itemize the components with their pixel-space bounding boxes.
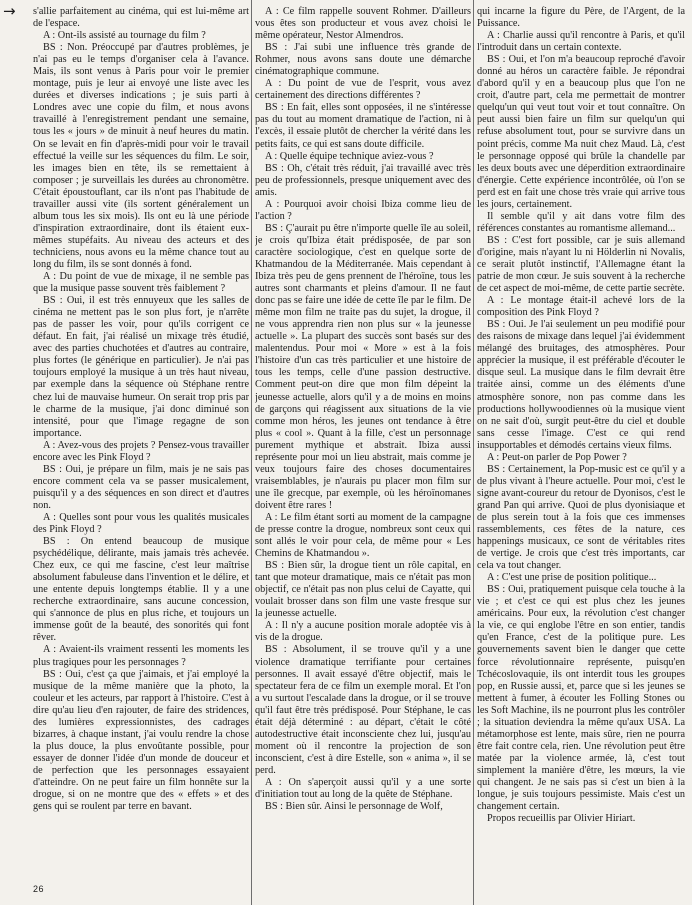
answer-paragraph: BS : Absolument, il se trouve qu'il y a une violence dramatique terrifiante pour certaines personnes. Il avait essayé d'être objectif, mais le spectateur fera de ce film un exemple moral. Et l'on a vu surtout l'escalade dans la drogue, or il se trouve qu'il faut être très prédisposé. Pour Stéphane, le cas était déjà déterminé : au départ, c'était le côté autodestructive était inconsciente chez lui, jusqu'au moment où il rencontre la projection de son inconscient, c'est à dire Estelle, son « anima », il se perd. bbox=[255, 644, 471, 776]
question-paragraph: A : Le film étant sorti au moment de la campagne de presse contre la drogue, nombreux sont ceux qui sont allés le voir pour cela, de même pour « Les Chemins de Khatmandou ». bbox=[255, 511, 471, 560]
paragraph: s'allie parfaitement au cinéma, qui est lui-même art de l'espace. bbox=[33, 6, 249, 30]
question-paragraph: A : C'est une prise de position politique... bbox=[487, 572, 657, 584]
question-paragraph: A : Avez-vous des projets ? Pensez-vous travailler encore avec les Pink Floyd ? bbox=[33, 439, 249, 463]
byline: Propos recueillis par Olivier Hiriart. bbox=[487, 813, 636, 825]
text-column-1 bbox=[33, 6, 249, 878]
paragraph: qui incarne la figure du Père, de l'Argent, de la Puissance. bbox=[477, 6, 685, 30]
question-paragraph: A : Ce film rappelle souvent Rohmer. D'ailleurs vous êtes son producteur et vous avez choisi le même opérateur, Nestor Almendros. bbox=[255, 6, 471, 42]
answer-paragraph: BS : Oh, c'était très réduit, j'ai travaillé avec très peu de professionnels, presque uniquement avec des amis. bbox=[255, 162, 471, 198]
answer-paragraph: BS : Non. Préoccupé par d'autres problèmes, je n'ai pas eu le temps d'organiser cela à l'avance. Mais, ils sont venus à Paris pour voir le premier montage, puis je leur ai envoyé une liste avec les durées et diverses indications ; je suis parti à Londres avec une copie du film, et nous avons travaillé à l'enregistrement pendant une semaine, tous les « jours » de minuit à neuf heures du matin. On se levait en fin d'après-midi pour voir le travail effectué la veille sur les séquences du film. Le soir, les images bien en tête, ils se remettaient à composer ; je surveillais les durées au chronomètre. C'était époustouflant, car ils n'ont pas l'habitude de travailler aussi vite (ils sortent généralement un album tous les six mois). Ils ont eu là une période d'inspiration extraordinaire, dont ils étaient eux-mêmes stupéfaits. Au niveau des acteurs et des techniciens, nous avons eu la même chance tout au long du film, ils se sont donnés à fond. bbox=[33, 42, 249, 270]
answer-paragraph: BS : Oui, c'est ça que j'aimais, et j'ai employé la musique de la même manière que la photo, la couleur et les acteurs, par rapport à l'histoire. C'est à dire qu'au lieu d'en rajouter, de faire des stridences, des lumières expressionnistes, des cadrages bizarres, à chaque instant, j'ai voulu rendre la chose la plus douce, la plus envoûtante possible, pour essayer de donner l'idée d'un monde de douceur et de perfection que les personnages essayaient d'atteindre. On ne peut faire un film honnête sur la drogue, si on ne montre que des « effets » et des gens qui se roulent par terre en bavant. bbox=[33, 668, 249, 813]
answer-paragraph: BS : Oui. Je l'ai seulement un peu modifié pour des raisons de mixage dans lequel j'ai évidemment mélangé des bruitages, des atmosphères. Pour apprécier la musique, il est préférable d'écouter le disque seul. La musique dans le film devrait être traitée ainsi, comme un des éléments d'une atmosphère sonore, non pas comme dans les productions hollywoodiennes où la musique vient on ne sait d'où, surgit peut-être du ciel et double sans cesse l'image. C'est ce qui rend insupportables et démodés certains vieux films. bbox=[477, 319, 685, 451]
answer-paragraph: BS : Bien sûr, la drogue tient un rôle capital, en tant que moteur dramatique, mais ce n'était pas mon objectif, ce n'était pas non plus celui de Cayatte, qui voulait brosser dans son film une vaste fresque sur la jeunesse actuelle. bbox=[255, 560, 471, 620]
text-column-2 bbox=[255, 6, 471, 878]
question-paragraph: A : Du point de vue de l'esprit, vous avez certainement des directions différentes ? bbox=[255, 78, 471, 102]
answer-paragraph: BS : Oui, je prépare un film, mais je ne sais pas encore comment cela va se passer musicalement, puisqu'il y a des séquences en son direct et d'autres non. bbox=[33, 463, 249, 511]
answer-paragraph: BS : Oui, et l'on m'a beaucoup reproché d'avoir donné au héros un caractère faible. Je répondrai d'abord qu'il y en a beaucoup plus que l'on ne croit, d'autre part, cela me permettait de montrer quelqu'un qui veut tout voir et tout connaître. On peut aussi bien faire un film sur quelqu'un qui refuse absolument tout, pour se survivre dans un point précis, comme Ma nuit chez Maud. Là, c'est le personnage opposé qui brûle la chandelle par les deux bouts avec une déperdition extraordinaire d'énergie. Cette expérience incontrôlée, où l'on se perd est en fait une chose très vraie qui arrive tous les jours, certainement. bbox=[477, 54, 685, 210]
answer-paragraph: BS : Certainement, la Pop-music est ce qu'il y a de plus vivant à l'heure actuelle. Pour moi, c'est le signe avant-coureur du retour de Dyonisos, c'est le grand Pan qui arrive. Quoi de plus dyonisiaque et de plus serein tout à la fois que ces immenses rassemblements, ces fêtes de la nature, ces happenings musicaux, ce sont de véritables rites de vertige. Je crois que c'est très importants, car cela va tout changer. bbox=[477, 463, 685, 572]
question-paragraph: A : Du point de vue de mixage, il ne semble pas que la musique passe souvent très faiblement ? bbox=[33, 271, 249, 295]
answer-paragraph: BS : J'ai subi une influence très grande de Rohmer, nous avons sans doute une démarche cinématographique commune. bbox=[255, 42, 471, 78]
question-paragraph: Il semble qu'il y ait dans votre film des références constantes au romantisme allemand... bbox=[477, 210, 685, 234]
answer-paragraph: BS : Ç'aurait pu être n'importe quelle île au soleil, je crois qu'Ibiza était prédisposée, de par son caractère sociologique, c'est en quelque sorte de Khatmandou de la Méditerranée. Mais cependant à Ibiza très peu de gens prennent de l'héroïne, tous les autres sont charmants et pleins d'amour. Il ne faut donc pas se faire une idée de cette île par le film. De même mon film ne traite pas du sujet, la drogue, il ne vous apprendra rien non plus sur « la jeunesse actuelle ». La plupart des succès sont basés sur des malentendus. Pour moi « More » est à la fois l'histoire d'un cas très particulier et une histoire de tous les temps, celle d'une passion destructive. Comment peut-on dire que mon film dépeint la jeunesse actuelle, alors qu'il y a de moins en moins de garçons qui réagissent aux situations de la vie comme mon héros, les jeunes ont tendance à être plus « cool ». Quant à la fille, c'est un personnage purement mythique et abstrait. Ibiza aussi représente pour moi un lieu abstrait, mais comme je veux toujours faire des choses documentaires vraisemblables, je n'aurais pu placer mon film sur une île grecque, par exemple, où les héroïnomanes doivent être rares ! bbox=[255, 222, 471, 511]
question-paragraph: A : Le montage était-il achevé lors de la composition des Pink Floyd ? bbox=[477, 295, 685, 319]
question-paragraph: A : Peut-on parler de Pop Power ? bbox=[487, 451, 627, 463]
answer-paragraph: BS : C'est fort possible, car je suis allemand d'origine, mais n'ayant lu ni Hölderlin ni Novalis, ce serait plutôt instinctif, l'Allemagne étant la patrie de mon cœur. Je suis souvent à la recherche de cet aspect de moi-même, de cette partie secrète. bbox=[477, 234, 685, 295]
answer-paragraph: BS : Oui, il est très ennuyeux que les salles de cinéma ne mettent pas le son plus fort, je n'arrête pas de passer les voir, pour qu'ils corrigent ce défaut. En fait, j'ai réalisé un mixage très étudié, avec des parties chuchotées et d'autres au contraire, plus fortes (le générique en particulier). Je n'ai pas toujours employé la musique à un très haut niveau, par exemple dans la séquence où Stéphane rentre chez lui de mauvaise humeur. On serait trop pris par le charme de la musique, j'ai donc diminué son intensité, pour que l'image regagne de son importance. bbox=[33, 295, 249, 439]
answer-paragraph: BS : Oui, pratiquement puisque cela touche à la vie ; et c'est ce qui est plus chez les jeunes américains. Pour eux, la révolution c'est changer la vie, ce qui englobe l'être en son entier, tandis qu'en France, c'est de la politique pure. Les gouvernements savent bien le danger que cette force révolutionnaire représente, puisqu'en Tchécoslovaquie, ils ont interdit tous les groupes pop, en Russie aussi, et, parce que si les jeunes se mettent à fumer, à écouter les Folling Stones ou les Soft Machine, ils ne pourront plus les contrôler ; la situation deviendra la même qu'aux USA. La métamorphose est lente, mais sûre, rien ne pourra être fait contre cela, rien. Une révolution peut être matée par la violence armée, là, c'est tout simplement la manière d'être, les mœurs, la vie qui changent. Je ne sais pas si c'est un bien à la longue, je suis toujours pessimiste. Mais c'est un changement certain. bbox=[477, 584, 685, 813]
question-paragraph: A : Quelles sont pour vous les qualités musicales des Pink Floyd ? bbox=[33, 511, 249, 536]
question-paragraph: A : Avaient-ils vraiment ressenti les moments les plus tragiques pour les personnages ? bbox=[33, 644, 249, 668]
question-paragraph: A : Ont-ils assisté au tournage du film ? bbox=[43, 30, 206, 42]
page-number: 26 bbox=[33, 884, 45, 894]
continuation-arrow-icon: → bbox=[3, 2, 16, 20]
question-paragraph: A : Il n'y a aucune position morale adoptée vis à vis de la drogue. bbox=[255, 620, 471, 644]
question-paragraph: A : Quelle équipe technique aviez-vous ? bbox=[265, 150, 434, 162]
column-divider bbox=[251, 0, 252, 905]
question-paragraph: A : Pourquoi avoir choisi Ibiza comme lieu de l'action ? bbox=[255, 198, 471, 222]
question-paragraph: A : On s'aperçoit aussi qu'il y a une sorte d'initiation tout au long de la quête de Stéphane. bbox=[255, 777, 471, 801]
answer-paragraph: BS : En fait, elles sont opposées, il ne s'intéresse pas du tout au moment dramatique de l'action, ni à l'excès, il essaie plutôt de chercher la vérité dans les petits faits, ce qui est sans doute difficile. bbox=[255, 102, 471, 150]
text-column-3 bbox=[477, 6, 685, 878]
question-paragraph: A : Charlie aussi qu'il rencontre à Paris, et qu'il l'introduit dans un certain contexte. bbox=[477, 30, 685, 54]
answer-paragraph: BS : On entend beaucoup de musique psychédélique, délirante, mais jamais très achevée. Chez eux, ce qui me fascine, c'est leur maîtrise absolument fabuleuse dans l'invention et le délire, et une entente depuis longtemps établie. Il y a une recherche extraordinaire, sans aucune concession, qui s'annonce de plus en plus riche, et toujours un immense goût de la beauté, des sonorités qui font rêver. bbox=[33, 536, 249, 644]
column-divider bbox=[473, 0, 474, 905]
answer-paragraph: BS : Bien sûr. Ainsi le personnage de Wolf, bbox=[265, 801, 443, 813]
